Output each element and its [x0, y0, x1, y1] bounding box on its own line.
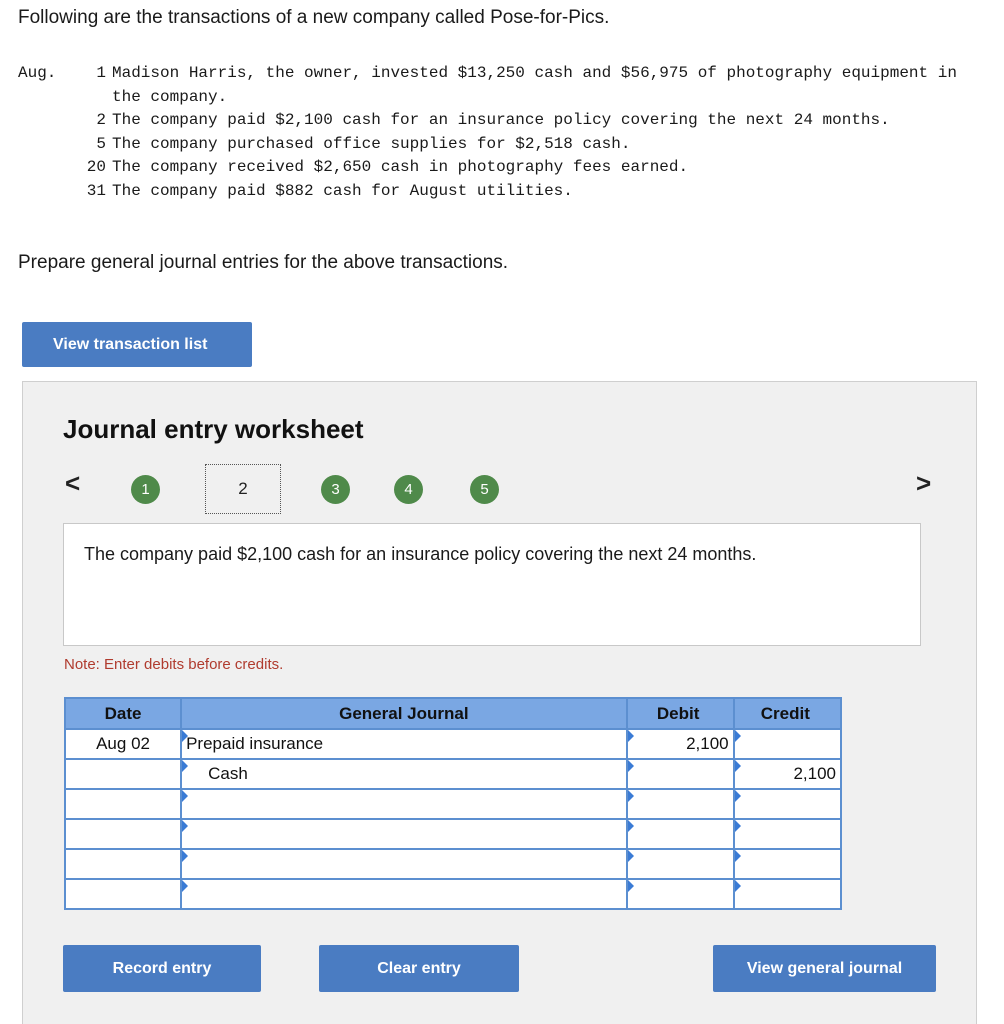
transaction-text: The company paid $882 cash for August utilities.	[112, 181, 573, 200]
step-2-active[interactable]: 2	[205, 464, 281, 514]
input-marker-icon	[735, 850, 741, 862]
view-transaction-list-button[interactable]: View transaction list	[22, 322, 252, 367]
worksheet-title: Journal entry worksheet	[63, 414, 364, 444]
debit-credit-note: Note: Enter debits before credits.	[64, 656, 284, 673]
input-marker-icon	[735, 730, 741, 742]
input-marker-icon	[735, 760, 741, 772]
dropdown-marker-icon	[182, 790, 188, 802]
header-credit: Credit	[734, 698, 841, 729]
step-5[interactable]: 5	[470, 475, 499, 504]
input-marker-icon	[628, 730, 634, 742]
transaction-day: 31	[86, 181, 106, 200]
transaction-text: The company paid $2,100 cash for an insurance policy covering the next 24 months.	[112, 111, 890, 129]
chevron-left-icon[interactable]: <	[65, 468, 81, 498]
credit-cell[interactable]	[734, 789, 841, 819]
transaction-description: The company paid $2,100 cash for an insurance policy covering the next 24 months.	[63, 523, 921, 646]
input-marker-icon	[735, 880, 741, 892]
debit-cell[interactable]	[627, 789, 734, 819]
account-cell[interactable]	[181, 879, 627, 909]
transaction-month: Aug.	[18, 64, 57, 82]
debit-cell[interactable]	[627, 819, 734, 849]
account-cell[interactable]	[181, 849, 627, 879]
table-row	[65, 759, 841, 789]
account-cell[interactable]	[181, 759, 627, 789]
step-1[interactable]: 1	[131, 475, 160, 504]
transaction-day: 20	[86, 158, 106, 176]
dropdown-marker-icon	[182, 760, 188, 772]
transaction-row	[18, 156, 960, 180]
input-marker-icon	[735, 790, 741, 802]
table-row	[65, 849, 841, 879]
debit-cell[interactable]	[627, 759, 734, 789]
date-cell[interactable]	[65, 819, 181, 849]
debit-value: 2,100	[686, 734, 729, 753]
transaction-row	[18, 109, 960, 133]
table-row	[65, 879, 841, 909]
instructions: Prepare general journal entries for the above transactions.	[18, 252, 509, 273]
input-marker-icon	[628, 820, 634, 832]
date-cell[interactable]: Aug 02	[65, 729, 181, 759]
debit-cell[interactable]	[627, 849, 734, 879]
dropdown-marker-icon	[182, 850, 188, 862]
account-cell[interactable]	[181, 789, 627, 819]
date-cell[interactable]	[65, 849, 181, 879]
record-entry-button[interactable]: Record entry	[63, 945, 261, 992]
transaction-day: 5	[96, 134, 106, 153]
account-value: Cash	[208, 764, 248, 783]
dropdown-marker-icon	[182, 730, 188, 742]
general-journal-table	[64, 697, 842, 910]
credit-cell[interactable]	[734, 759, 841, 789]
transaction-day: 2	[96, 111, 106, 129]
transaction-text: The company purchased office supplies for $2,518 cash.	[112, 134, 631, 153]
clear-entry-button[interactable]: Clear entry	[319, 945, 519, 992]
input-marker-icon	[628, 790, 634, 802]
debit-cell[interactable]	[627, 729, 734, 759]
credit-cell[interactable]	[734, 819, 841, 849]
account-cell[interactable]	[181, 729, 627, 759]
table-row	[65, 789, 841, 819]
transaction-row	[18, 133, 960, 157]
step-3[interactable]: 3	[321, 475, 350, 504]
transaction-row	[18, 62, 960, 109]
account-cell[interactable]	[181, 819, 627, 849]
input-marker-icon	[628, 850, 634, 862]
dropdown-marker-icon	[182, 880, 188, 892]
journal-entry-worksheet	[22, 381, 977, 1024]
debit-cell[interactable]	[627, 879, 734, 909]
table-header-row	[65, 698, 841, 729]
header-date: Date	[65, 698, 181, 729]
table-row	[65, 729, 841, 759]
credit-value: 2,100	[793, 764, 836, 783]
input-marker-icon	[628, 760, 634, 772]
date-cell[interactable]	[65, 879, 181, 909]
header-general-journal: General Journal	[181, 698, 627, 729]
intro-text: Following are the transactions of a new company called Pose-for-Pics.	[18, 7, 610, 28]
table-row	[65, 819, 841, 849]
transaction-day: 1	[96, 64, 106, 82]
input-marker-icon	[735, 820, 741, 832]
transaction-list	[18, 62, 960, 203]
date-cell[interactable]	[65, 789, 181, 819]
credit-cell[interactable]	[734, 879, 841, 909]
date-cell[interactable]	[65, 759, 181, 789]
header-debit: Debit	[627, 698, 734, 729]
step-4[interactable]: 4	[394, 475, 423, 504]
account-value: Prepaid insurance	[186, 734, 324, 753]
transaction-text: Madison Harris, the owner, invested $13,250 cash and $56,975 of photography equipment in the company.	[112, 64, 957, 106]
dropdown-marker-icon	[182, 820, 188, 832]
input-marker-icon	[628, 880, 634, 892]
chevron-right-icon[interactable]: >	[916, 468, 932, 498]
credit-cell[interactable]	[734, 849, 841, 879]
transaction-text: The company received $2,650 cash in photography fees earned.	[112, 158, 689, 176]
transaction-row	[18, 180, 960, 204]
view-general-journal-button[interactable]: View general journal	[713, 945, 936, 992]
credit-cell[interactable]	[734, 729, 841, 759]
